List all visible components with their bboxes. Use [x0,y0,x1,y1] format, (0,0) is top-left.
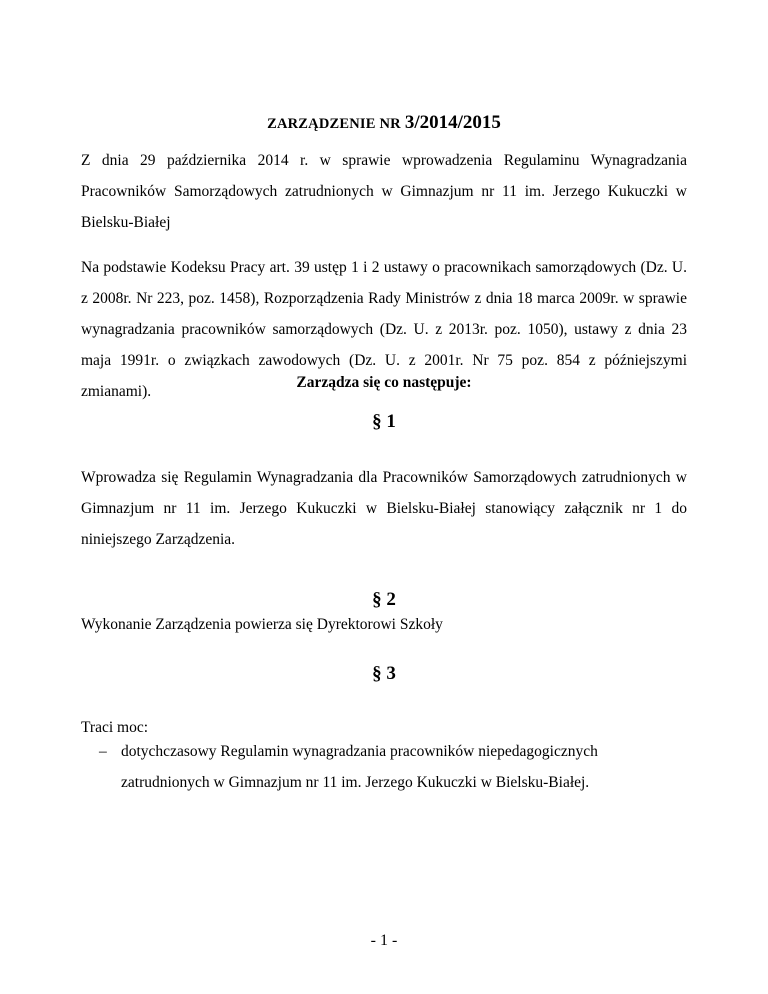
section-1-paragraph: Wprowadza się Regulamin Wynagradzania dla Pracowników Samorządowych zatrudnionych w Gimnazjum nr 11 im. Jerzego Kukuczki w Bielsku-Białej stanowiący załącznik nr 1 do niniejszego Zarządzenia. [81,469,687,548]
intro-paragraph: Z dnia 29 października 2014 r. w sprawie wprowadzenia Regulaminu Wynagradzania Pracowników Samorządowych zatrudnionych w Gimnazjum nr 11 im. Jerzego Kukuczki w Bielsku-Białej [81,152,687,231]
section-1-heading: § 1 [372,411,396,432]
section-3-intro: Traci moc: [81,719,149,736]
section-2-paragraph: Wykonanie Zarządzenia powierza się Dyrektorowi Szkoły [81,616,443,633]
legal-basis-paragraph: Na podstawie Kodeksu Pracy art. 39 ustęp 1 i 2 ustawy o pracownikach samorządowych (Dz. U. z 2008r. Nr 223, poz. 1458), Rozporządzenia Rady Ministrów z dnia 18 marca 2009r. w sprawie wynagradzania pracowników samorządowych (Dz. U. z 2013r. poz. 1050), ustawy z dnia 23 maja 1991r. o związkach zawodowych (Dz. U. z 2001r. Nr 75 poz. 854 z późniejszymi zmianami). [81,259,687,400]
section-3-heading: § 3 [372,663,396,684]
title-prefix: ZARZĄDZENIE NR [267,116,401,132]
bullet-dash: – [99,743,107,760]
title-number: 3/2014/2015 [404,112,501,133]
page-number: - 1 - [370,932,398,949]
section-2-heading: § 2 [372,589,396,610]
document-title [0,112,768,134]
list-item-text: dotychczasowy Regulamin wynagradzania pracowników niepedagogicznych zatrudnionych w Gimnazjum nr 11 im. Jerzego Kukuczki w Bielsku-Białej. [121,743,598,791]
list-item [99,736,689,798]
order-heading: Zarządza się co następuje: [296,374,472,391]
